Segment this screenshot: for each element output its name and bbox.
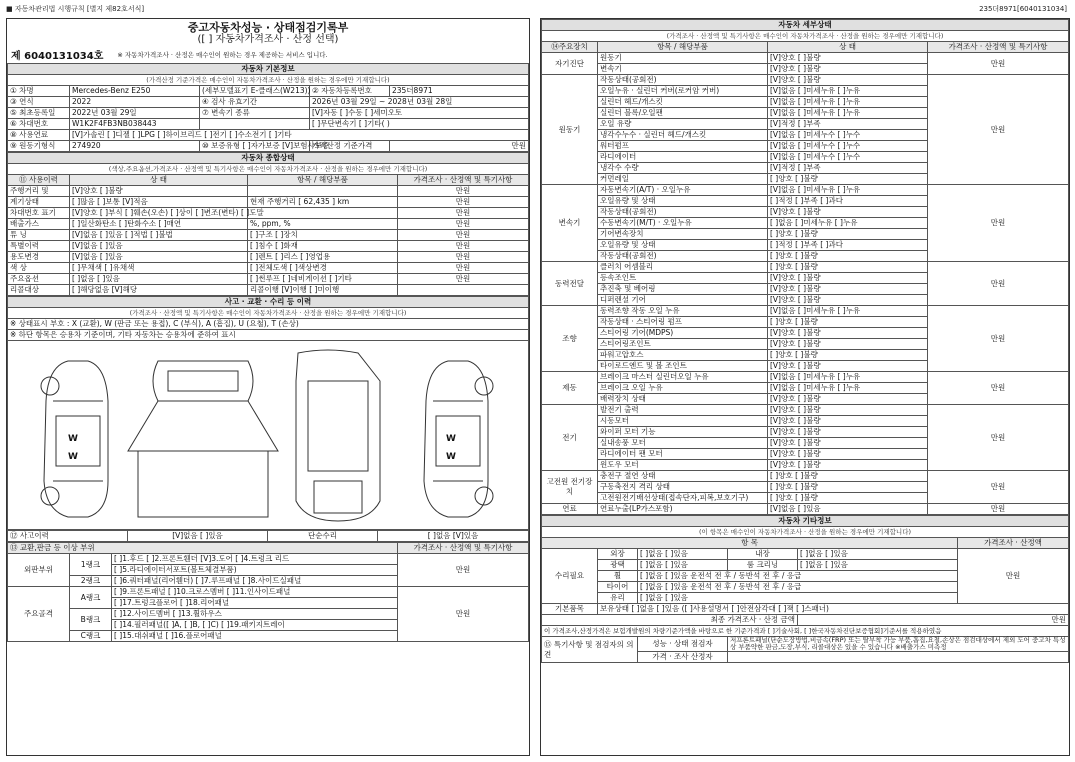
detail-status: [V]없음 [ ]미세누유 [ ]누유 [768, 86, 928, 97]
detail-price: 만원 [928, 306, 1069, 372]
svg-text:W: W [68, 452, 78, 462]
summary-title: 자동차 종합상태 [8, 153, 529, 164]
other-title: 자동차 기타정보 [542, 516, 1069, 527]
value-transmission: [V]자동 [ ]수동 [ ]세미오토 [310, 108, 529, 119]
table-row: 유리 [ ]없음 [ ]있음 [542, 593, 1069, 604]
summary-note: (색상,주요옵션,가격조사 · 산정액 및 특기사항은 매수인이 자동차가격조사 · 산정을 원하는 경우에만 기재합니다) [8, 164, 529, 175]
detail-status: [V]없음 [ ]미세누유 [ ]누유 [768, 185, 928, 196]
table-row [542, 504, 1069, 515]
detail-price: 만원 [928, 372, 1069, 405]
detail-status: [ ]적정 [ ]부족 [ ]과다 [768, 196, 928, 207]
detail-item: 윈도우 모터 [598, 460, 768, 471]
detail-item: 냉각수 수량 [598, 163, 768, 174]
table-row [8, 197, 529, 208]
summary-cell: 리콜대상 [8, 285, 70, 296]
detail-status: [V]양호 [ ]불량 [768, 75, 928, 86]
summary-cell: 만원 [398, 219, 529, 230]
symbol-legend: ※ 상태표시 부호 : X (교환), W (판금 또는 용접), C (부식), A (흠집), U (요철), T (손상) [8, 319, 529, 330]
other-note: (이 항목은 매수인이 자동차가격조사 · 산정을 원하는 경우에만 기재합니다) [542, 527, 1069, 538]
detail-status: [ ]양호 [ ]불량 [768, 493, 928, 504]
left-page [6, 18, 530, 756]
table-row [8, 241, 529, 252]
exchange-parts: [ ]14.필러패널([ ]A, [ ]B, [ ]C) [ ]19.패키지트레이 [112, 620, 398, 631]
final-price-label: 최종 가격조사 · 산정 금액 [542, 615, 798, 626]
table-row [542, 185, 1069, 196]
accident-title: 사고 · 교환 · 수리 등 이력 [8, 297, 529, 308]
detail-status: [V]양호 [ ]불량 [768, 64, 928, 75]
value-year: 2022 [70, 97, 200, 108]
outer-price: 만원 [398, 554, 529, 587]
exchange-parts: [ ]6.쿼터패널(리어휀더) [ ]7.루프패널 [ ]8.사이드실패널 [112, 576, 398, 587]
detail-item: 오일유량 및 상태 [598, 240, 768, 251]
device-label: 고전원 전기장치 [542, 471, 598, 504]
summary-head-price: 가격조사 · 산정액 및 특기사항 [398, 175, 529, 186]
value-model-detail: (세부모델표기 E-클래스(W213)) [200, 86, 310, 97]
detail-item: 수동변속기(M/T) · 오일누유 [598, 218, 768, 229]
summary-cell: 리콜이행 [V]이행 [ ]미이행 [248, 285, 398, 296]
value-engine: 274920 [70, 141, 200, 152]
detail-item: 실내송풍 모터 [598, 438, 768, 449]
detail-price: 만원 [928, 504, 1069, 515]
detail-item: 실린더 블록/오일팬 [598, 108, 768, 119]
summary-cell: [ ]전체도색 [ ]색상변경 [248, 263, 398, 274]
detail-status: [V]적정 [ ]부족 [768, 163, 928, 174]
detail-status: [V]양호 [ ]불량 [768, 449, 928, 460]
detail-status: [V]양호 [ ]불량 [768, 427, 928, 438]
detail-status: [V]양호 [ ]불량 [768, 438, 928, 449]
summary-cell: 만원 [398, 230, 529, 241]
detail-status: [ ]없음 [ ]미세누유 [ ]누유 [768, 218, 928, 229]
summary-cell: [V]양호 [ ]부식 [ ]훼손(오손) [ ]상이 [ ]변조(변타) [ ]도말 [70, 208, 248, 219]
detail-item: 실린더 헤드/개스킷 [598, 97, 768, 108]
detail-status: [ ]양호 [ ]불량 [768, 174, 928, 185]
summary-cell: 차대번호 표기 [8, 208, 70, 219]
summary-cell: 만원 [398, 208, 529, 219]
label-accident: ⑫ 사고이력 [8, 531, 128, 542]
summary-cell [398, 285, 529, 296]
exchange-table [7, 542, 529, 642]
detail-status: [V]양호 [ ]불량 [768, 394, 928, 405]
value-first-reg: 2022년 03월 29일 [70, 108, 200, 119]
summary-cell: [V]양호 [ ]불량 [70, 186, 248, 197]
detail-item: 오일누유 · 실린더 커버(로커암 커버) [598, 86, 768, 97]
car-top-front-image [128, 361, 278, 517]
detail-item: 시동모터 [598, 416, 768, 427]
summary-cell: [ ]렌트 [ ]리스 [ ]영업용 [248, 252, 398, 263]
detail-item: 스티어링 기어(MDPS) [598, 328, 768, 339]
accident-table [7, 296, 529, 341]
label-plate: ② 자동차등록번호 [310, 86, 390, 97]
label-car-name: ① 차명 [8, 86, 70, 97]
appraiser-label: 가격 · 조사 산정자 [638, 652, 728, 663]
label-engine: ⑨ 원동기형식 [8, 141, 70, 152]
detail-note: (가격조사 · 산정액 및 특기사항은 매수인이 자동차가격조사 · 산정을 원하는 경우에만 기재합니다) [542, 31, 1069, 42]
document-title: 중고자동차성능 · 상태점검기록부 [187, 21, 349, 34]
detail-item: 와이퍼 모터 기능 [598, 427, 768, 438]
detail-status: [ ]양호 [ ]불량 [768, 482, 928, 493]
exchange-head: ⑬ 교환,판금 등 이상 부위 [8, 543, 398, 554]
exchange-parts: [ ]12.사이드멤버 [ ]13.휠하우스 [112, 609, 398, 620]
value-warranty: ⑩ 보증유형 [ ]자가보증 [V]보험사보증 [200, 141, 310, 152]
detail-status: [V]양호 [ ]불량 [768, 284, 928, 295]
detail-item: 변속기 [598, 64, 768, 75]
repair-price: 만원 [958, 549, 1069, 604]
table-row [542, 604, 1069, 615]
summary-cell: 튜 닝 [8, 230, 70, 241]
table-row [8, 130, 529, 141]
table-row [542, 53, 1069, 64]
detail-status: [ ]양호 [ ]불량 [768, 350, 928, 361]
value-car-name: Mercedes-Benz E250 [70, 86, 200, 97]
label-inspection-valid: ④ 검사 유효기간 [200, 97, 310, 108]
detail-item: 작동상태(공회전) [598, 207, 768, 218]
basic-items-value: 보유상태 [ ]없음 [ ]있음 ([ ]사용설명서 [ ]안전삼각대 [ ]잭 [ ]스패너) [598, 604, 1069, 615]
detail-item: 발전기 출력 [598, 405, 768, 416]
summary-cell: 만원 [398, 274, 529, 285]
basic-info-note: (가격산정 기준가격은 매수인이 자동차가격조사 · 산정을 원하는 경우에만 기재합니다) [8, 75, 529, 86]
detail-status: [V]양호 [ ]불량 [768, 295, 928, 306]
car-plan-image [296, 350, 380, 521]
rank-label: A랭크 [70, 587, 112, 609]
summary-cell: [V]없음 [ ]있음 [70, 241, 248, 252]
summary-cell: 만원 [398, 197, 529, 208]
detail-status: [V]양호 [ ]불량 [768, 273, 928, 284]
summary-cell [248, 186, 398, 197]
summary-cell: [ ]해당없음 [V]해당 [70, 285, 248, 296]
detail-item: 냉각수누수 · 실린더 헤드/개스킷 [598, 130, 768, 141]
summary-cell: %, ppm, % [248, 219, 398, 230]
other-info-table [541, 515, 1069, 663]
table-row [542, 306, 1069, 317]
label-first-reg: ⑤ 최초등록일 [8, 108, 70, 119]
rank-label: B랭크 [70, 609, 112, 631]
detail-item: 작동상태 · 스티어링 펌프 [598, 317, 768, 328]
document-note: ※ 자동차가격조사 · 산정은 매수인이 원하는 경우 제공하는 서비스 입니다. [117, 51, 328, 59]
device-label: 제동 [542, 372, 598, 405]
rank-label: 2랭크 [70, 576, 112, 587]
repair-label: 수리필요 [542, 549, 598, 604]
summary-head-status: 상 태 [70, 175, 248, 186]
form-header-right: 235더8971[6040131034] [979, 5, 1067, 13]
label-vin: ⑥ 차대번호 [8, 119, 70, 130]
device-label: 조향 [542, 306, 598, 372]
exchange-parts: [ ]9.프론트패널 [ ]10.크로스멤버 [ ]11.인사이드패널 [112, 587, 398, 598]
summary-head-history: ⑪ 사용이력 [8, 175, 70, 186]
value-fuel: [V]가솔린 [ ]디젤 [ ]LPG [ ]하이브리드 [ ]전기 [ ]수소전기 [ ]기타 [70, 130, 529, 141]
car-side-right-image [424, 361, 493, 517]
detail-item: 원동기 [598, 53, 768, 64]
device-label: 변속기 [542, 185, 598, 262]
detail-status: [V]양호 [ ]불량 [768, 405, 928, 416]
svg-text:W: W [68, 434, 78, 444]
accident-note: (가격조사 · 산정액 및 특기사항은 매수인이 자동차가격조사 · 산정을 원하는 경우에만 기재합니다) [8, 308, 529, 319]
vehicle-diagram [7, 341, 529, 530]
detail-status: [V]없음 [ ]미세누수 [ ]누수 [768, 141, 928, 152]
detail-status: [V]양호 [ ]불량 [768, 53, 928, 64]
summary-cell: [ ]일산화탄소 [ ]탄화수소 [ ]매연 [70, 219, 248, 230]
detail-item: 연료누출(LP가스포함) [598, 504, 768, 515]
detail-item: 브레이크 마스터 실린더오일 누유 [598, 372, 768, 383]
detail-item: 배력장치 상태 [598, 394, 768, 405]
summary-cell: 만원 [398, 263, 529, 274]
table-row [8, 587, 529, 598]
legal-note: 이 가격조사,산정가격은 보험개발원의 차량기준가액을 바탕으로 한 기준가격과 [ ]기술사회, [ ]한국자동차진단보증협회]기준서를 적용하였음 [542, 626, 1069, 637]
detail-item: 구동축전지 격리 상태 [598, 482, 768, 493]
detail-item: 파워고압호스 [598, 350, 768, 361]
summary-cell: 용도변경 [8, 252, 70, 263]
detail-item: 오일 유량 [598, 119, 768, 130]
table-row [8, 219, 529, 230]
detail-price: 만원 [928, 75, 1069, 185]
table-row [8, 186, 529, 197]
detail-item: 디퍼렌셜 기어 [598, 295, 768, 306]
detail-price: 만원 [928, 405, 1069, 471]
table-row [8, 86, 529, 97]
device-label: 전기 [542, 405, 598, 471]
detail-item: 동력조향 작동 오일 누유 [598, 306, 768, 317]
detail-item: 고전원전기배선상태(접속단자,피복,보호기구) [598, 493, 768, 504]
summary-cell: 만원 [398, 252, 529, 263]
summary-cell: [ ]구조 [ ]장치 [248, 230, 398, 241]
summary-cell: 특별이력 [8, 241, 70, 252]
detail-status: [V]양호 [ ]불량 [768, 328, 928, 339]
detail-status: [V]양호 [ ]불량 [768, 207, 928, 218]
table-row: 수리필요 외장 [ ]없음 [ ]있음 내장 [ ]없음 [ ]있음 만원 [542, 549, 1069, 560]
inspector-note: 저프론트패널(단순도장방법,비금속(FRP) 또는 탈부착 가능 부품,흡집,요철,손상은 점검대상에서 제외 도어 중고차 특성 상 부품약한 판금,도장,부식, 리콜대상은 있을 수 있습니다 ※배출가스 미측정 [728, 637, 1069, 652]
detail-table [541, 19, 1069, 515]
table-row [542, 471, 1069, 482]
detail-status: [ ]양호 [ ]불량 [768, 229, 928, 240]
device-label: 자기진단 [542, 53, 598, 75]
exchange-parts: [ ]5.라디에이터서포트(볼트체결부품) [112, 565, 398, 576]
summary-cell: 계기상태 [8, 197, 70, 208]
summary-cell: 배출가스 [8, 219, 70, 230]
detail-item: 스티어링조인트 [598, 339, 768, 350]
detail-price: 만원 [928, 185, 1069, 262]
table-row [8, 97, 529, 108]
detail-status: [ ]양호 [ ]불량 [768, 262, 928, 273]
detail-item: 충전구 절연 상태 [598, 471, 768, 482]
basic-info-table [7, 63, 529, 152]
summary-cell [248, 208, 398, 219]
basic-info-title: 자동차 기본정보 [8, 64, 529, 75]
table-row: 광택 [ ]없음 [ ]있음 룸 크리닝 [ ]없음 [ ]있음 [542, 560, 1069, 571]
summary-cell: 만원 [398, 186, 529, 197]
value-plate: 235더8971 [390, 86, 529, 97]
inspector-label: 성능 · 상태 점검자 [638, 637, 728, 652]
exchange-parts: [ ]1.후드 [ ]2.프론트휀더 [V]3.도어 [ ]4.트렁크 리드 [112, 554, 398, 565]
summary-cell: [ ]침수 [ ]화재 [248, 241, 398, 252]
detail-item: 작동상태(공회전) [598, 251, 768, 262]
table-row: 타이어 [ ]없음 [ ]있음 운전석 전 후 / 동반석 전 후 / 응급 [542, 582, 1069, 593]
final-price-value: 만원 [798, 615, 1069, 626]
summary-cell: 만원 [398, 241, 529, 252]
detail-status: [V]없음 [ ]미세누유 [ ]누유 [768, 97, 928, 108]
value-vin: W1K2F4FB3NB038443 [70, 119, 200, 130]
detail-status: [ ]양호 [ ]불량 [768, 471, 928, 482]
detail-item: 추진축 및 베어링 [598, 284, 768, 295]
detail-head-item: 항목 / 해당부품 [598, 42, 768, 53]
table-row [8, 141, 529, 152]
summary-cell: [V]없음 [ ]있음 [70, 252, 248, 263]
detail-status: [ ]양호 [ ]불량 [768, 251, 928, 262]
summary-head-item: 항목 / 해당부품 [248, 175, 398, 186]
table-row [542, 75, 1069, 86]
table-row [8, 108, 529, 119]
detail-status: [V]없음 [ ]있음 [768, 504, 928, 515]
detail-item: 타이로드엔드 및 볼 조인트 [598, 361, 768, 372]
exchange-parts: [ ]17.트렁크플로어 [ ]18.리어패널 [112, 598, 398, 609]
table-row [8, 285, 529, 296]
other-head-price: 가격조사 · 산정액 [958, 538, 1069, 549]
detail-status: [V]없음 [ ]미세누수 [ ]누수 [768, 130, 928, 141]
label-simple-repair: 단순수리 [268, 531, 378, 542]
table-row [8, 119, 529, 130]
detail-status: [V]없음 [ ]미세누유 [ ]누유 [768, 372, 928, 383]
rank-label: 1랭크 [70, 554, 112, 576]
label-base-price: 가격산정 기준가격 [310, 141, 390, 152]
device-label: 동력전달 [542, 262, 598, 306]
detail-item: 브레이크 오일 누유 [598, 383, 768, 394]
detail-item: 오일유량 및 상태 [598, 196, 768, 207]
summary-table [7, 152, 529, 296]
detail-price: 만원 [928, 262, 1069, 306]
right-page [540, 18, 1070, 756]
summary-cell: [ ]많음 [ ]보통 [V]적음 [70, 197, 248, 208]
device-label: 원동기 [542, 75, 598, 185]
detail-status: [V]없음 [ ]미세누유 [ ]누유 [768, 108, 928, 119]
detail-item: 클러치 어셈블리 [598, 262, 768, 273]
detail-head-status: 상 태 [768, 42, 928, 53]
value-simple-repair: [ ]없음 [V]있음 [378, 531, 529, 542]
detail-item: 기어변속장치 [598, 229, 768, 240]
basic-items-label: 기본품목 [542, 604, 598, 615]
detail-status: [ ]양호 [ ]불량 [768, 317, 928, 328]
table-row [8, 252, 529, 263]
table-row [8, 531, 529, 542]
detail-status: [V]양호 [ ]불량 [768, 460, 928, 471]
table-row [8, 554, 529, 565]
detail-item: 워터펌프 [598, 141, 768, 152]
device-label: 연료 [542, 504, 598, 515]
detail-head-device: ⑭주요장치 [542, 42, 598, 53]
detail-item: 커먼레일 [598, 174, 768, 185]
value-inspection-valid: 2026년 03월 29일 ~ 2028년 03월 28일 [310, 97, 529, 108]
rank-label: C랭크 [70, 631, 112, 642]
document-number: 제 6040131034호 [11, 51, 104, 62]
detail-item: 라디에이터 [598, 152, 768, 163]
svg-text:W: W [446, 434, 456, 444]
label-fuel: ⑧ 사용연료 [8, 130, 70, 141]
main-frame-label: 주요골격 [8, 587, 70, 642]
table-row [8, 274, 529, 285]
table-row [542, 637, 1069, 652]
detail-status: [V]적정 [ ]부족 [768, 119, 928, 130]
table-row: 휠 [ ]없음 [ ]있음 운전석 전 후 / 동반석 전 후 / 응급 [542, 571, 1069, 582]
table-row [8, 263, 529, 274]
exchange-parts: [ ]15.대쉬패널 [ ]16.플로어패널 [112, 631, 398, 642]
summary-cell: 색 상 [8, 263, 70, 274]
detail-status: [V]없음 [ ]미세누수 [ ]누수 [768, 152, 928, 163]
detail-price: 만원 [928, 471, 1069, 504]
summary-cell: 주행거리 및 [8, 186, 70, 197]
summary-cell: [V]없음 [ ]있음 [ ]적법 [ ]불법 [70, 230, 248, 241]
detail-title: 자동차 세부상태 [542, 20, 1069, 31]
summary-cell: 현재 주행거리 [ 62,435 ] km [248, 197, 398, 208]
detail-status: [V]양호 [ ]불량 [768, 361, 928, 372]
value-accident: [V]없음 [ ]있음 [128, 531, 268, 542]
accident-history-table [7, 530, 529, 542]
detail-status: [V]없음 [ ]미세누유 [ ]누유 [768, 383, 928, 394]
form-header-left: ■ 자동차관리법 시행규칙 [별지 제82호서식] [6, 5, 145, 13]
other-head-item: 항 목 [542, 538, 958, 549]
table-row [542, 615, 1069, 626]
main-price: 만원 [398, 587, 529, 642]
detail-item: 등속조인트 [598, 273, 768, 284]
value-transmission-2: [ ]무단변속기 [ ]기타( ) [310, 119, 529, 130]
summary-cell: [ ]없음 [ ]있음 [70, 274, 248, 285]
table-row [8, 208, 529, 219]
summary-cell: [ ]무채색 [ ]유채색 [70, 263, 248, 274]
label-year: ③ 연식 [8, 97, 70, 108]
summary-cell: 주요옵션 [8, 274, 70, 285]
table-row [542, 372, 1069, 383]
summary-cell: [ ]썬루프 [ ]네비게이션 [ ]기타 [248, 274, 398, 285]
detail-item: 작동상태(공회전) [598, 75, 768, 86]
table-row [542, 405, 1069, 416]
detail-status: [V]양호 [ ]불량 [768, 416, 928, 427]
detail-item: 라디에이터 팬 모터 [598, 449, 768, 460]
detail-head-price: 가격조사 · 산정액 및 특기사항 [928, 42, 1069, 53]
svg-text:W: W [446, 452, 456, 462]
symbol-legend-2: ※ 하단 항목은 승용차 기준이며, 기타 자동차는 승용차에 준하여 표시 [8, 330, 529, 341]
document-subtitle: ([ ] 자동차가격조사 · 산정 선택) [197, 34, 339, 45]
outer-panel-label: 외판부위 [8, 554, 70, 587]
label-transmission: ⑦ 변속기 종류 [200, 108, 310, 119]
detail-status: [V]없음 [ ]미세누유 [ ]누유 [768, 306, 928, 317]
detail-status: [ ]적정 [ ]부족 [ ]과다 [768, 240, 928, 251]
value-base-price: 만원 [390, 141, 529, 152]
exchange-price-head: 가격조사 · 산정액 및 특기사항 [398, 543, 529, 554]
detail-price: 만원 [928, 53, 1069, 75]
detail-status: [V]양호 [ ]불량 [768, 339, 928, 350]
table-row [8, 230, 529, 241]
detail-item: 자동변속기(A/T) · 오일누유 [598, 185, 768, 196]
table-row [542, 262, 1069, 273]
opinion-label: ⑮ 특기사항 및 점검자의 의견 [542, 637, 638, 663]
